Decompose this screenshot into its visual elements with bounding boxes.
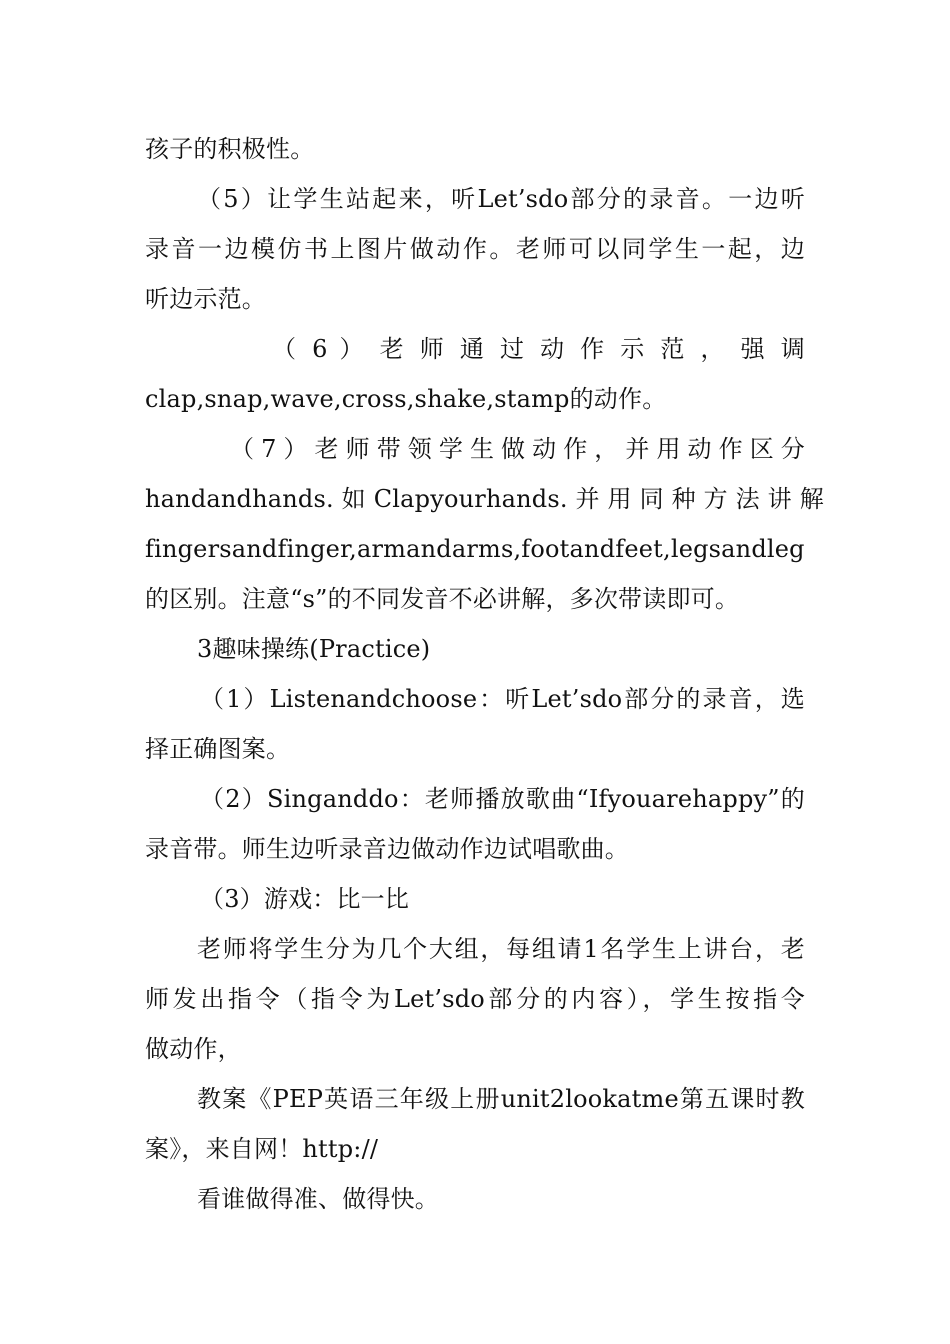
practice-2-line-1: （2）Singanddo：老师播放歌曲“Ifyouarehappy”的 [200, 785, 805, 813]
step-7-line-3: fingersandfinger,armandarms,footandfeet,legsandleg [145, 535, 805, 563]
source-line-2: 案》，来自网！http:// [145, 1135, 379, 1163]
game-line-2: 师发出指令（指令为Let’sdo部分的内容），学生按指令 [145, 985, 805, 1013]
practice-1-line-2: 择正确图案。 [145, 735, 291, 763]
step-5-line-3: 听边示范。 [145, 285, 266, 313]
closing-line: 看谁做得准、做得快。 [197, 1185, 439, 1213]
practice-1-line-1: （1）Listenandchoose：听Let’sdo部分的录音，选 [200, 685, 805, 713]
game-line-1: 老师将学生分为几个大组，每组请1名学生上讲台，老 [197, 935, 805, 963]
game-line-3: 做动作， [145, 1035, 242, 1063]
practice-3-title: （3）游戏：比一比 [200, 885, 410, 913]
step-7-line-1: （7）老师带领学生做动作，并用动作区分 [230, 435, 805, 463]
step-6-line-1: （ 6 ） 老 师 通 过 动 作 示 范 ， 强 调 [272, 335, 805, 363]
source-line-1: 教案《PEP英语三年级上册unit2lookatme第五课时教 [197, 1085, 805, 1113]
paragraph-line: 孩子的积极性。 [145, 135, 315, 163]
step-6-line-2: clap,snap,wave,cross,shake,stamp的动作。 [145, 385, 667, 413]
practice-2-line-2: 录音带。师生边听录音边做动作边试唱歌曲。 [145, 835, 629, 863]
step-5-line-2: 录音一边模仿书上图片做动作。老师可以同学生一起，边 [145, 235, 805, 263]
step-7-line-2: handandhands. 如 Clapyourhands. 并 用 同 种 方 法 讲 解 [145, 485, 824, 513]
step-5-line-1: （5）让学生站起来，听Let’sdo部分的录音。一边听 [197, 185, 805, 213]
section-heading-practice: 3趣味操练(Practice) [197, 635, 431, 663]
step-7-line-4: 的区别。注意“s”的不同发音不必讲解，多次带读即可。 [145, 585, 740, 613]
